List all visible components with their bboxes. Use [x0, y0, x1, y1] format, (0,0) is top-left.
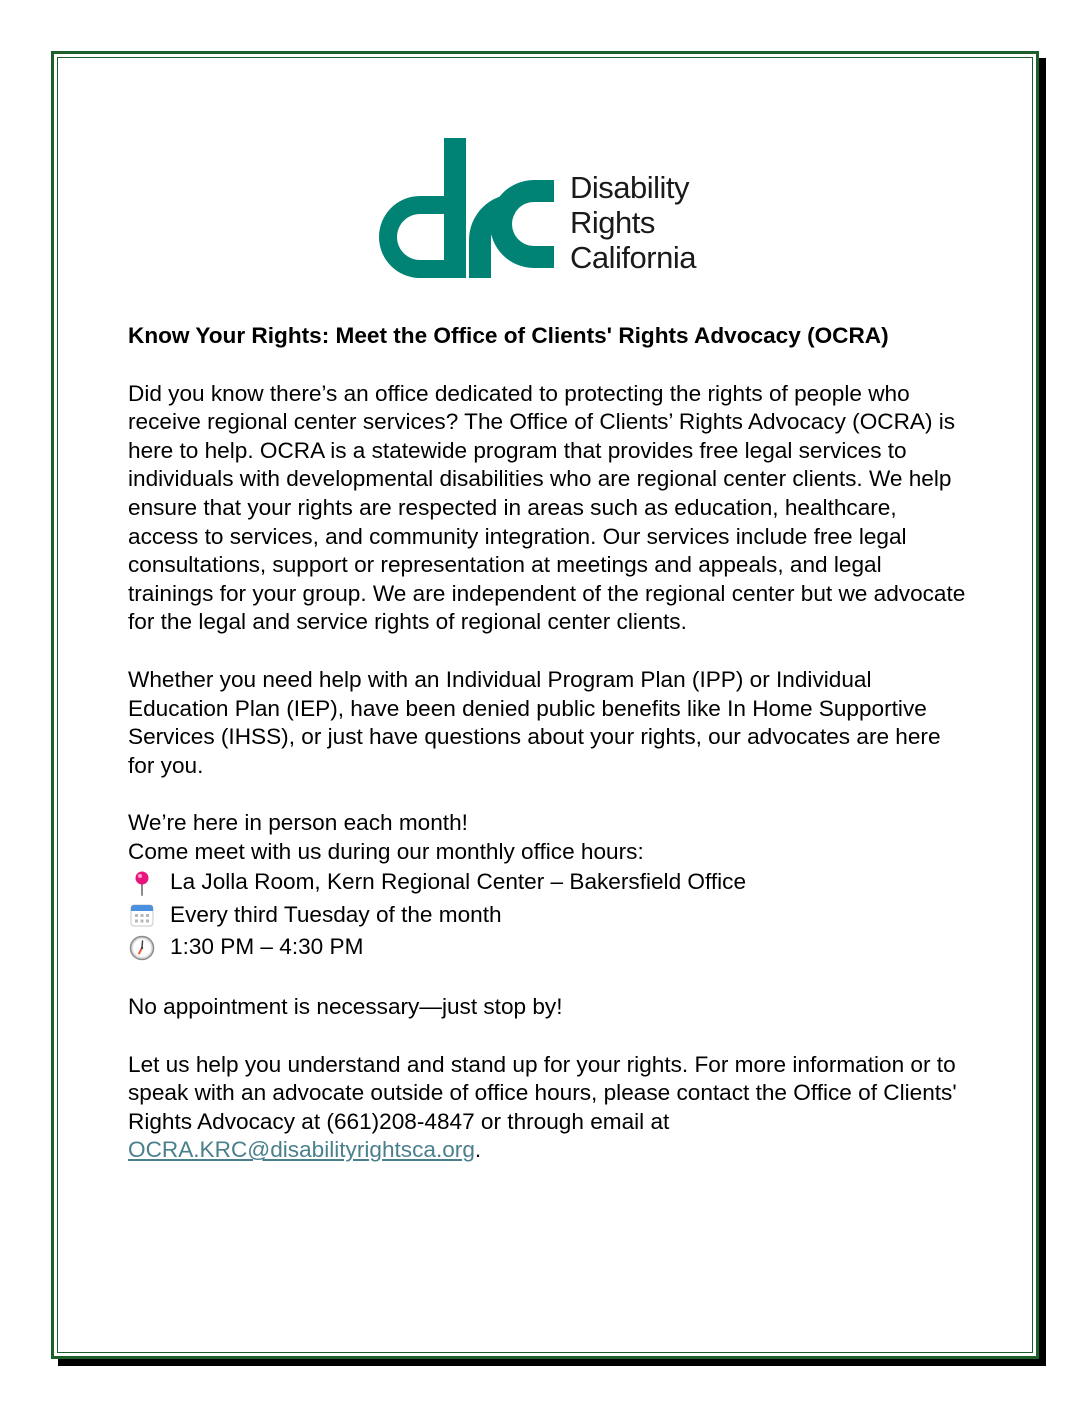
contact-suffix: .	[474, 1137, 482, 1163]
logo-wordmark	[570, 170, 696, 275]
clock-icon	[128, 934, 156, 962]
schedule-text: Every third Tuesday of the month	[170, 901, 502, 927]
intro-paragraph: Did you know there’s an office dedicated to protecting the rights of people who receive regional center services? The Office of Clients’ Rights Advocacy (OCRA) is here to help. OCRA is a statewide program that provides free legal services to individuals with developmental disabilities who are regional center clients. We help ensure that your rights are respected in areas such as education, healthcare, access to services, and community integration. Our services include free legal consultations, support or representation at meetings and appeals, and legal trainings for your group. We are independent of the regional center but we advocate for the legal and service rights of regional center clients.	[128, 380, 966, 635]
email-link[interactable]: OCRA.KRC@disabilityrightsca.org	[128, 1137, 475, 1163]
office-hours-intro: We’re here in person each month!	[128, 810, 468, 836]
office-hours-details	[128, 867, 968, 965]
flyer-content	[128, 322, 968, 1194]
no-appointment-note: No appointment is necessary—just stop by!	[128, 994, 563, 1019]
logo-line-disability: Disability	[570, 170, 690, 205]
drc-logo-mark	[368, 134, 568, 284]
help-paragraph: Whether you need help with an Individual Program Plan (IPP) or Individual Education Plan (IEP), have been denied public benefits like In Home Supportive Services (IHSS), or just have questions about your rights, our advocates are here for you.	[128, 666, 941, 778]
logo-line-rights: Rights	[570, 205, 655, 240]
logo-line-california: California	[570, 240, 696, 275]
location-text: La Jolla Room, Kern Regional Center – Bakersfield Office	[170, 869, 747, 895]
page-title: Know Your Rights: Meet the Office of Clients' Rights Advocacy (OCRA)	[128, 323, 889, 348]
schedule-line	[128, 899, 968, 932]
time-text: 1:30 PM – 4:30 PM	[170, 934, 364, 960]
drc-logo	[368, 134, 728, 284]
contact-text: Let us help you understand and stand up for your rights. For more information or to speak with an advocate outside of office hours, please contact the Office of Clients' Rights Advocacy at (661)208-4847 or through email at	[128, 1051, 957, 1134]
contact-paragraph	[128, 1051, 968, 1165]
location-line	[128, 867, 968, 900]
calendar-icon	[128, 901, 156, 929]
pushpin-icon	[128, 869, 156, 897]
time-line	[128, 932, 968, 965]
office-hours-invite: Come meet with us during our monthly office hours:	[128, 838, 644, 864]
